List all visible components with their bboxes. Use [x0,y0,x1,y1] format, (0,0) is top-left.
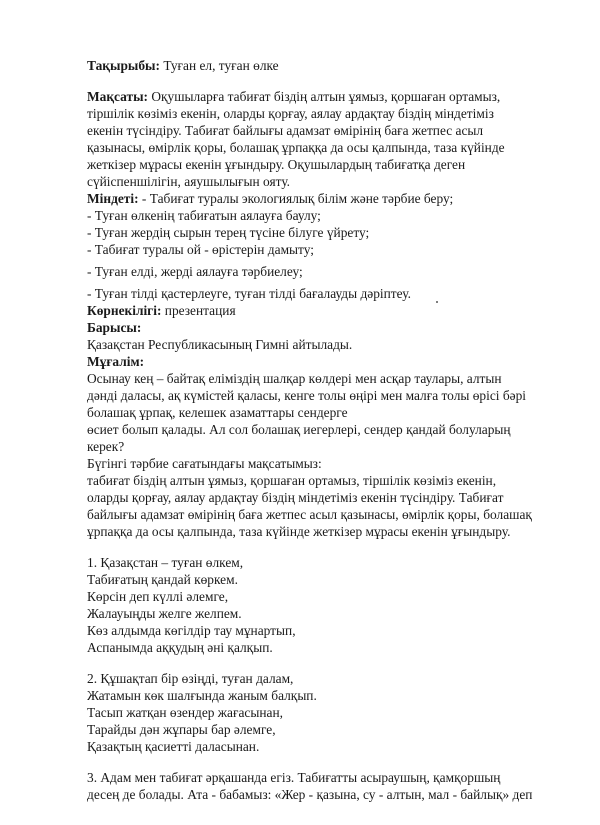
tasks-line [87,190,453,207]
teacher-line: керек? [87,439,125,454]
poem2-line: Қазақтың қасиетті даласынан. [87,739,260,754]
goal-line: жеткізер мұрасы екенін ұғындыру. Оқушылардың табиғатқа деген [87,157,466,172]
poem1-line: Табиғатың қандай көркем. [87,572,238,587]
topic-line [87,57,279,74]
task-item: - Туған өлкенің табиғатын аялауға баулу; [87,208,321,223]
visual-text: презентация [161,303,236,318]
poem1-line: Көрсін деп күллі әлемге, [87,589,229,604]
teacher-line: байлығы адамзат өмірінің баға жетпес асыл қазынасы, өмірлік қоры, болашақ [87,507,532,522]
poem1-line: Аспанымда аққудың әні қалқып. [87,640,273,655]
poem2-line: Тасып жатқан өзендер жағасынан, [87,705,283,720]
teacher-line: дәнді даласы, ақ күмістей қаласы, кенге толы өңірі мен малға толы өрісі бәрі [87,388,527,403]
topic-text: Туған ел, туған өлке [159,58,279,73]
teacher-line: табиғат біздің алтын ұямыз, қоршаған ортамыз, тіршілік көзіміз екенін, [87,473,497,488]
teacher-line: ұрпаққа да осы қалпында, таза күйінде жеткізер мұрасы екенін ұғындыру. [87,524,511,539]
goal-line: қазынасы, өмірлік қоры, болашақ ұрпаққа да осы қалпында, таза күйінде [87,140,505,155]
goal-text: Оқушыларға табиғат біздің алтын ұямыз, қоршаған ортамыз, [148,89,501,104]
goal-line: екенін түсіндіру. Табиғат байлығы адамзат өмірінің баға жетпес асыл [87,123,484,138]
teacher-line: Осынау кең – байтақ еліміздің шалқар көлдері мен асқар таулары, алтын [87,371,502,386]
poem1-line: Жалауыңды желге желпем. [87,606,242,621]
topic-label: Тақырыбы: [87,58,160,73]
teacher-line: оларды қорғау, аялау ардақтау біздің міндетіміз екенін түсіндіру. Табиғат [87,490,504,505]
visual-line [87,302,236,319]
process-label: Барысы: [87,320,142,335]
poem2-line: Тарайды дән жұпары бар әлемге, [87,722,276,737]
task-item: - Табиғат туралы ой - өрістерін дамыту; [87,242,314,257]
task-item: - Туған жердің сырын терең түсіне білуге үйрету; [87,225,370,240]
anthem-line: Қазақстан Республикасының Гимні айтылады. [87,337,353,352]
poem1-line: Көз алдымда көгілдір тау мұнартып, [87,623,296,638]
scan-speck [436,301,438,303]
para3-line: десең де болады. Ата - бабамыз: «Жер - қазына, су - алтын, мал - байлық» деп [87,787,533,802]
teacher-line: өсиет болып қалады. Ал сол болашақ иегерлері, сендер қандай болуларың [87,422,511,437]
poem2-line: 2. Құшақтап бір өзіңді, туған далам, [87,671,294,686]
poem2-line: Жатамын көк шалғында жаным балқып. [87,688,317,703]
teacher-label: Мұғалім: [87,354,145,369]
tasks-text: - Табиғат туралы экологиялық білім және тәрбие беру; [138,191,454,206]
goal-line [87,88,500,105]
teacher-line: Бүгінгі тәрбие сағатындағы мақсатымыз: [87,456,322,471]
goal-label: Мақсаты: [87,89,148,104]
poem1-line: 1. Қазақстан – туған өлкем, [87,555,244,570]
goal-line: тіршілік көзіміз екенін, оларды қорғау, аялау ардақтау біздің міндетіміз [87,106,494,121]
task-item: - Туған тілді қастерлеуге, туған тілді бағалауды дәріптеу. [87,286,411,301]
visual-label: Көрнекілігі: [87,303,162,318]
para3-line: 3. Адам мен табиғат әрқашанда егіз. Табиғатты асыраушың, қамқоршың [87,770,501,785]
task-item: - Туған елді, жерді аялауға тәрбиелеу; [87,264,303,279]
goal-line: сүйіспеншілігін, аяушылығын ояту. [87,174,291,189]
tasks-label: Міндеті: [87,191,139,206]
teacher-line: болашақ ұрпақ, келешек азаматтары сендерге [87,405,348,420]
